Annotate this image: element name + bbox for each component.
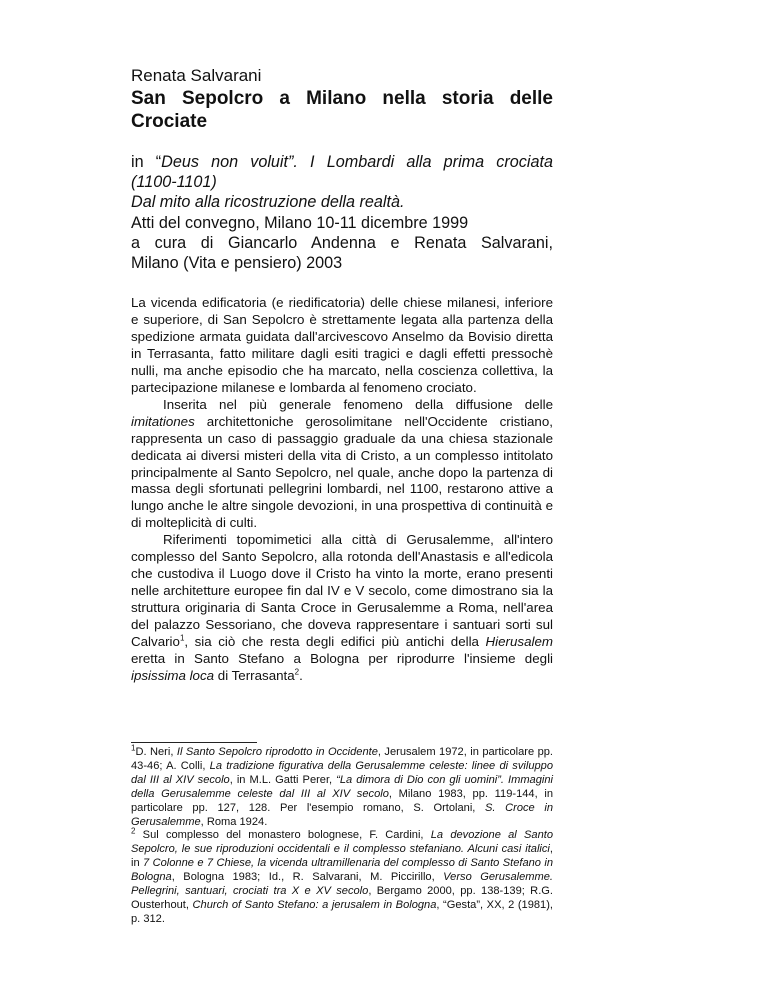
paragraph-2 xyxy=(131,397,553,533)
footnote-1-italic: S. Croce in Gerusalemme xyxy=(131,801,553,828)
footnote-1-italic: “La dimora di Dio con gli uomini”. Immagini della Gerusalemme celeste dal III al XIV secolo xyxy=(131,773,553,800)
paragraph-3-italic-1: Hierusalem xyxy=(485,634,553,650)
footnote-ref-1[interactable]: 1 xyxy=(179,633,185,643)
footnote-1-text: D. Neri, xyxy=(135,746,177,758)
source-line-1 xyxy=(131,152,553,172)
paragraph-3-text-a: Riferimenti topomimetici alla città di Gerusalemme, all'intero complesso del Santo Sepolcro, alla rotonda dell'Anastasis e all'edicola che custodiva il Luogo dove il Cristo ha vinto la morte, erano presenti nelle architetture europee fin dal IV e V secolo, come dimostrano sia la struttura originaria di Santa Croce in Gerusalemme a Roma, nell'area del palazzo Sessoriano, che doveva rappresentare i santuari sorti sul Calvario xyxy=(131,532,553,650)
paragraph-2-italic: imitationes xyxy=(131,413,195,429)
footnote-2-italic: La devozione al Santo Sepolcro, le sue riproduzioni occidentali e il complesso stefaniano. Alcuni casi italici xyxy=(131,829,553,856)
footnote-2-italic: Church of Santo Stefano: a jerusalem in Bologna xyxy=(192,898,437,911)
footnote-1-text: , Roma 1924. xyxy=(200,815,268,828)
paragraph-3-text-e: . xyxy=(299,667,303,683)
book-title-part-a: Deus non voluit”. I Lombardi alla prima crociata xyxy=(161,153,553,171)
footnote-1-text: , in M.L. Gatti Perer, xyxy=(229,773,337,786)
footnote-1 xyxy=(131,743,554,829)
paragraph-3-text-d: di Terrasanta xyxy=(214,667,295,683)
footnotes xyxy=(131,743,554,927)
paragraph-1: La vicenda edificatoria (e riedificatoria) delle chiese milanesi, inferiore e superiore, di San Sepolcro è strettamente legata alla partenza della spedizione armata guidata dall'arcivescovo Anselmo da Bovisio diretta in Terrasanta, fatto militare dagli esiti tragici e dagli effetti pressochè nulli, ma anche episodio che ha marcato, nella coscienza collettiva, la partecipazione milanese e lombarda al fenomeno crociato. xyxy=(131,295,553,395)
paragraph-2-text-a: Inserita nel più generale fenomeno della diffusione delle xyxy=(163,396,553,412)
footnote-2-text: , Bergamo 2000, pp. 138-139; R.G. Ousterhout, xyxy=(131,885,553,911)
editors-line: a cura di Giancarlo Andenna e Renata Salvarani, xyxy=(131,233,553,252)
proceedings-line: Atti del convegno, Milano 10-11 dicembre 1999 xyxy=(131,213,469,232)
publisher-line: Milano (Vita e pensiero) 2003 xyxy=(131,254,343,273)
footnote-2-text: , in xyxy=(131,843,553,870)
footnote-1-italic: La tradizione figurativa della Gerusalemme celeste: linee di sviluppo dal III al XIV secolo xyxy=(131,759,553,786)
footnote-2-number: 2 xyxy=(131,826,136,836)
footnote-2-italic: 7 Colonne e 7 Chiese, la vicenda ultramillenaria del complesso di Santo Stefano in Bologna xyxy=(131,857,554,884)
paragraph-3-text-c: eretta in Santo Stefano a Bologna per riprodurre l'insieme degli xyxy=(131,651,553,667)
book-title-part-b: (1100-1101) xyxy=(131,173,217,192)
source-in-prefix: in “ xyxy=(131,153,162,171)
article-title: San Sepolcro a Milano nella storia delle Crociate xyxy=(131,88,553,132)
source-line-3 xyxy=(131,192,553,212)
footnote-1-text: , Jerusalem 1972, in particolare pp. 43-46; A. Colli, xyxy=(131,746,554,772)
footnote-2-text: , “Gesta”, XX, 2 (1981), p. 312. xyxy=(131,898,553,925)
source-line-2 xyxy=(131,172,553,192)
paragraph-3 xyxy=(131,532,553,685)
footnote-1-text: , Milano 1983, pp. 119-144, in particolare pp. 127, 128. Per l'esempio romano, S. Ortolani, xyxy=(131,787,554,814)
footnote-2 xyxy=(131,826,554,926)
article-body xyxy=(131,295,553,685)
paragraph-3-italic-2: ipsissima loca xyxy=(131,667,215,683)
footnote-2-text: Sul complesso del monastero bolognese, F. Cardini, xyxy=(135,829,431,842)
book-subtitle: Dal mito alla ricostruzione della realtà. xyxy=(131,193,405,212)
footnote-1-number: 1 xyxy=(131,743,136,753)
source-citation xyxy=(131,152,553,273)
footnote-2-italic: Verso Gerusalemme. Pellegrini, santuari, crociati tra X e XV secolo xyxy=(131,871,553,898)
footnote-separator xyxy=(131,742,257,743)
paragraph-3-text-b: , sia ciò che resta degli edifici più antichi della xyxy=(184,634,486,650)
footnote-1-italic: Il Santo Sepolcro riprodotto in Occidente xyxy=(176,746,378,758)
footnote-ref-2[interactable]: 2 xyxy=(294,667,300,677)
author-name: Renata Salvarani xyxy=(131,66,262,85)
paragraph-2-text-b: architettoniche gerosolimitane nell'Occidente cristiano, rappresenta un caso di passaggio graduale da una chiesa stazionale dedicata ai diversi misteri della vita di Cristo, a un complesso intitolato principalmente al Santo Sepolcro, nel quale, anche dopo la partenza di massa degli sfortunati pellegrini lombardi, nel 1100, restarono attive a lungo anche le altre singole devozioni, in una prospettiva di continuità e di molteplicità di culti. xyxy=(131,413,553,531)
footnote-2-text: , Bologna 1983; Id., R. Salvarani, M. Piccirillo, xyxy=(171,871,444,884)
